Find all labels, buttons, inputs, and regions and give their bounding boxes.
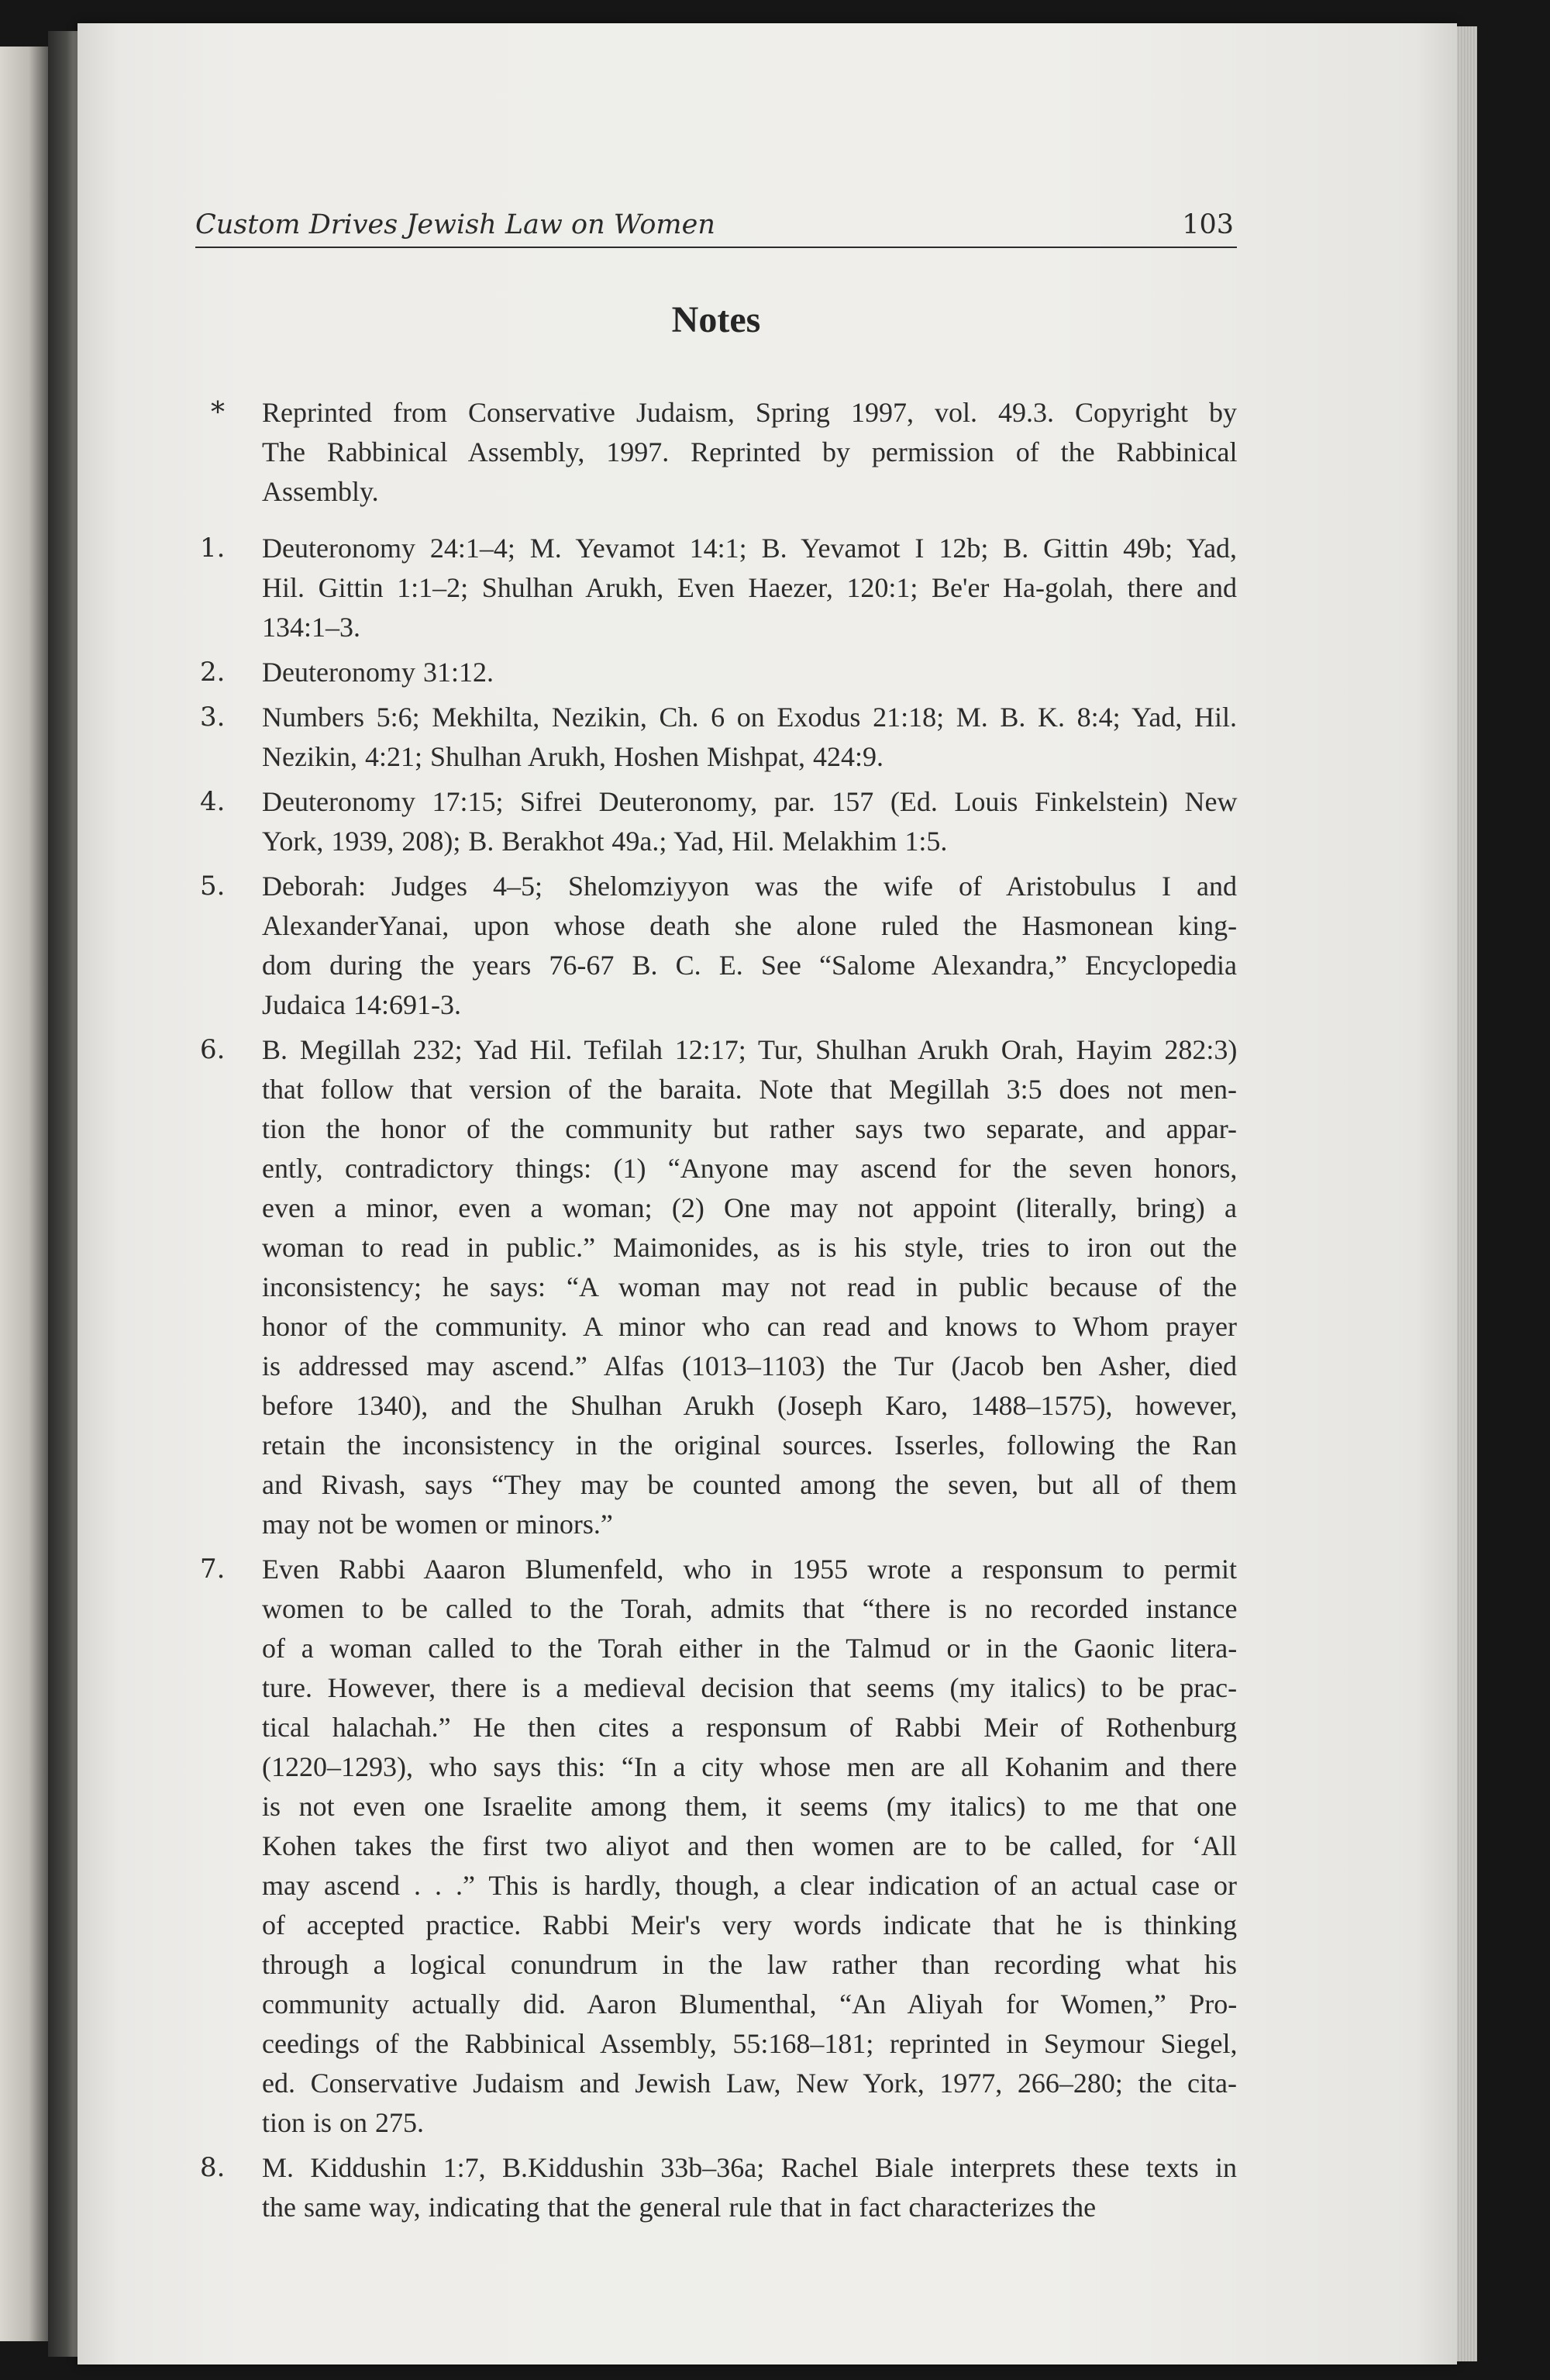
note-line: Numbers 5:6; Mekhilta, Nezikin, Ch. 6 on Exodus 21:18; M. B. K. 8:4; Yad, Hil.	[262, 702, 1237, 733]
note-line: Deuteronomy 24:1–4; M. Yevamot 14:1; B. Yevamot I 12b; B. Gittin 49b; Yad,	[262, 533, 1238, 564]
note-line: B. Megillah 232; Yad Hil. Tefilah 12:17; Tur, Shulhan Arukh Orah, Hayim 282:3)	[262, 1034, 1238, 1065]
note-line: even a minor, even a woman; (2) One may not appoint (literally, bring) a	[262, 1192, 1237, 1223]
note-item	[195, 393, 1237, 512]
note-item	[195, 653, 1237, 692]
note-item	[195, 867, 1237, 1025]
note-marker: 3.	[200, 702, 226, 733]
note-line: Kohen takes the first two aliyot and then women are to be called, for ‘All	[262, 1830, 1237, 1861]
note-line: (1220–1293), who says this: “In a city whose men are all Kohanim and there	[262, 1751, 1237, 1782]
note-marker: 5.	[200, 871, 226, 902]
note-line: 134:1–3.	[262, 612, 361, 643]
note-line: that follow that version of the baraita. Note that Megillah 3:5 does not men-	[262, 1074, 1237, 1105]
note-line: Nezikin, 4:21; Shulhan Arukh, Hoshen Mishpat, 424:9.	[262, 741, 884, 772]
note-line: AlexanderYanai, upon whose death she alone ruled the Hasmonean king-	[262, 910, 1238, 941]
note-line: of a woman called to the Torah either in the Talmud or in the Gaonic litera-	[262, 1633, 1238, 1664]
note-item	[195, 782, 1237, 861]
note-marker: 8.	[200, 2152, 226, 2183]
note-line: of accepted practice. Rabbi Meir's very words indicate that he is thinking	[262, 1909, 1238, 1940]
note-line: Deuteronomy 31:12.	[262, 657, 494, 688]
note-item	[195, 698, 1237, 777]
note-line: honor of the community. A minor who can read and knows to Whom prayer	[262, 1311, 1237, 1342]
note-line: tion is on 275.	[262, 2107, 425, 2138]
note-line: Deuteronomy 17:15; Sifrei Deuteronomy, par. 157 (Ed. Louis Finkelstein) New	[262, 786, 1238, 817]
note-marker: 6.	[200, 1034, 226, 1065]
note-line: tion the honor of the community but rather says two separate, and appar-	[262, 1113, 1237, 1144]
note-line: women to be called to the Torah, admits that “there is no recorded instance	[262, 1593, 1238, 1624]
running-head: Custom Drives Jewish Law on Women	[195, 209, 715, 240]
note-line: ture. However, there is a medieval decision that seems (my italics) to be prac-	[262, 1672, 1238, 1703]
note-line: ceedings of the Rabbinical Assembly, 55:168–181; reprinted in Seymour Siegel,	[262, 2028, 1238, 2059]
section-title: Notes	[671, 299, 761, 340]
note-line: inconsistency; he says: “A woman may not read in public because of the	[262, 1271, 1237, 1302]
note-line: the same way, indicating that the general rule that in fact characterizes the	[262, 2192, 1097, 2223]
page-header	[195, 200, 1237, 248]
note-line: Judaica 14:691-3.	[262, 989, 461, 1020]
note-line: may not be women or minors.”	[262, 1509, 613, 1540]
note-line: M. Kiddushin 1:7, B.Kiddushin 33b–36a; Rachel Biale interprets these texts in	[262, 2152, 1237, 2183]
note-line: retain the inconsistency in the original sources. Isserles, following the Ran	[262, 1430, 1237, 1461]
note-line: York, 1939, 208); B. Berakhot 49a.; Yad, Hil. Melakhim 1:5.	[262, 826, 948, 857]
note-line: Hil. Gittin 1:1–2; Shulhan Arukh, Even Haezer, 120:1; Be'er Ha-golah, there and	[262, 572, 1237, 603]
note-line: is not even one Israelite among them, it seems (my italics) to me that one	[262, 1791, 1237, 1822]
page-stack-edge	[1457, 26, 1477, 2361]
note-line: ed. Conservative Judaism and Jewish Law, New York, 1977, 266–280; the cita-	[262, 2068, 1237, 2099]
note-marker: 2.	[200, 657, 226, 688]
book-gutter	[48, 31, 79, 2357]
note-line: dom during the years 76-67 B. C. E. See “Salome Alexandra,” Encyclopedia	[262, 950, 1237, 981]
note-line: ently, contradictory things: (1) “Anyone may ascend for the seven honors,	[262, 1153, 1238, 1184]
note-line: Deborah: Judges 4–5; Shelomziyyon was the wife of Aristobulus I and	[262, 871, 1237, 902]
note-item	[195, 529, 1237, 647]
note-item	[195, 2148, 1237, 2227]
note-line: community actually did. Aaron Blumenthal, “An Aliyah for Women,” Pro-	[262, 1989, 1238, 2020]
note-marker: *	[211, 397, 225, 429]
page-number: 103	[1182, 209, 1234, 240]
note-line: through a logical conundrum in the law rather than recording what his	[262, 1949, 1237, 1980]
note-line: before 1340), and the Shulhan Arukh (Joseph Karo, 1488–1575), however,	[262, 1390, 1238, 1421]
note-line: woman to read in public.” Maimonides, as is his style, tries to iron out the	[262, 1232, 1237, 1263]
note-item	[195, 1550, 1237, 2143]
note-line: Reprinted from Conservative Judaism, Spring 1997, vol. 49.3. Copyright by	[262, 397, 1237, 428]
note-item	[195, 1030, 1237, 1544]
note-marker: 1.	[200, 533, 226, 564]
note-marker: 4.	[200, 786, 226, 817]
note-line: tical halachah.” He then cites a responsum of Rabbi Meir of Rothenburg	[262, 1712, 1238, 1743]
previous-page-edge	[0, 47, 48, 2341]
note-line: is addressed may ascend.” Alfas (1013–1103) the Tur (Jacob ben Asher, died	[262, 1350, 1237, 1381]
note-line: may ascend . . .” This is hardly, though, a clear indication of an actual case or	[262, 1870, 1237, 1901]
note-line: and Rivash, says “They may be counted among the seven, but all of them	[262, 1469, 1237, 1500]
notes-list	[195, 393, 1237, 2233]
note-marker: 7.	[200, 1554, 226, 1585]
note-line: Even Rabbi Aaaron Blumenfeld, who in 1955 wrote a responsum to permit	[262, 1554, 1237, 1585]
note-line: The Rabbinical Assembly, 1997. Reprinted by permission of the Rabbinical	[262, 436, 1238, 467]
note-line: Assembly.	[262, 476, 379, 507]
